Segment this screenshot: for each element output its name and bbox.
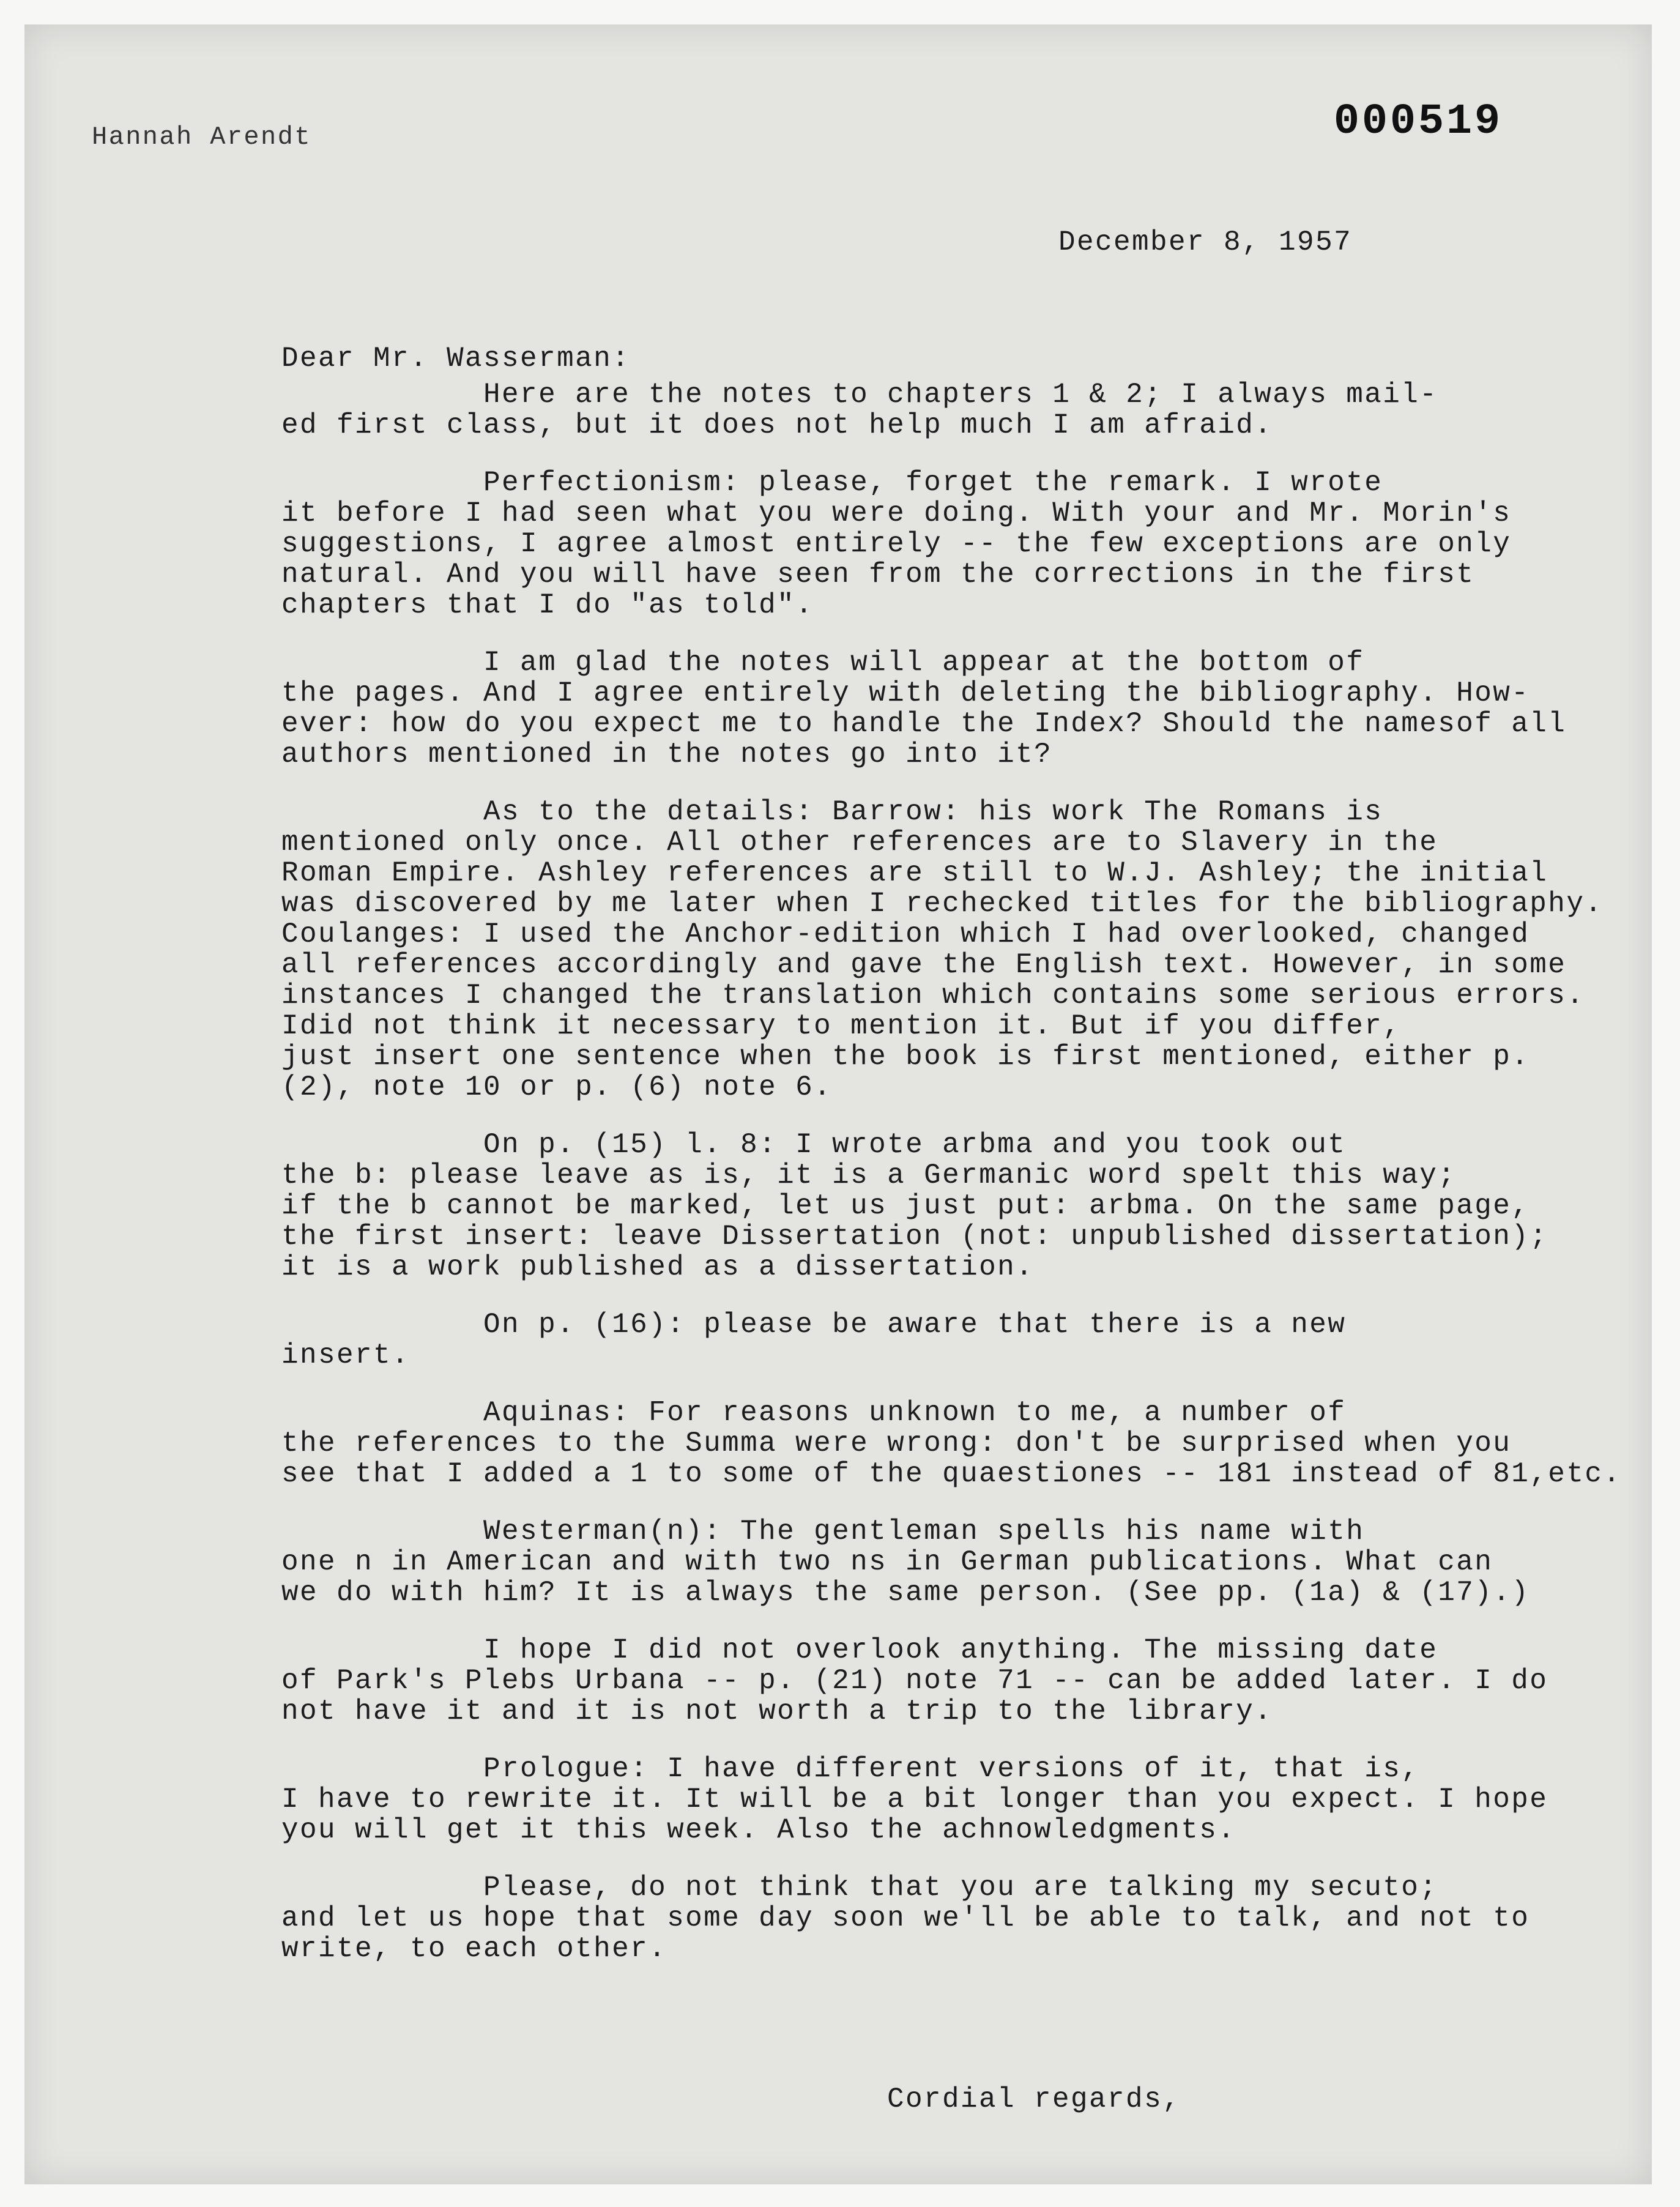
paragraph	[281, 1398, 1652, 1489]
text-line: we do with him? It is always the same person. (See pp. (1a) & (17).)	[281, 1577, 1530, 1609]
text-line: mentioned only once. All other references are to Slavery in the	[281, 827, 1438, 858]
text-line: it is a work published as a dissertation.	[281, 1251, 1035, 1283]
text-line: and let us hope that some day soon we'll be able to talk, and not to	[281, 1902, 1530, 1934]
text-line: insert.	[281, 1339, 411, 1371]
paragraph	[281, 1309, 1652, 1371]
text-line: Prologue: I have different versions of it, that is,	[281, 1753, 1420, 1785]
text-line: you will get it this week. Also the achnowledgments.	[281, 1814, 1236, 1846]
text-line: the pages. And I agree entirely with deleting the bibliography. How-	[281, 677, 1530, 709]
text-line: Idid not think it necessary to mention it. But if you differ,	[281, 1010, 1402, 1042]
paragraph	[281, 1635, 1652, 1727]
closing: Cordial regards,	[887, 2083, 1181, 2115]
text-line: Westerman(n): The gentleman spells his name with	[281, 1516, 1365, 1547]
text-line: all references accordingly and gave the English text. However, in some	[281, 949, 1567, 981]
letter-date: December 8, 1957	[1058, 226, 1353, 258]
text-line: Coulanges: I used the Anchor-edition which I had overlooked, changed	[281, 918, 1530, 950]
text-line: Here are the notes to chapters 1 & 2; I always mail-	[281, 379, 1438, 411]
text-line: the first insert: leave Dissertation (not: unpublished dissertation);	[281, 1221, 1548, 1252]
text-line: the b: please leave as is, it is a Germanic word spelt this way;	[281, 1159, 1457, 1191]
text-line: it before I had seen what you were doing. With your and Mr. Morin's	[281, 497, 1512, 529]
text-line: ed first class, but it does not help much I am afraid.	[281, 409, 1273, 441]
text-line: natural. And you will have seen from the corrections in the first	[281, 559, 1475, 590]
text-line: the references to the Summa were wrong: don't be surprised when you	[281, 1427, 1512, 1459]
author-name: Hannah Arendt	[92, 122, 311, 152]
text-line: I am glad the notes will appear at the bottom of	[281, 647, 1365, 679]
text-line: see that I added a 1 to some of the quaestiones -- 181 instead of 81,etc.	[281, 1458, 1622, 1490]
text-line: chapters that I do "as told".	[281, 589, 814, 621]
text-line: of Park's Plebs Urbana -- p. (21) note 71 -- can be added later. I do	[281, 1665, 1548, 1697]
paragraph	[281, 1872, 1652, 1964]
text-line: just insert one sentence when the book is first mentioned, either p.	[281, 1041, 1530, 1073]
document-number: 000519	[1334, 98, 1503, 146]
salutation: Dear Mr. Wasserman:	[281, 343, 631, 374]
text-line: ever: how do you expect me to handle the Index? Should the namesof all	[281, 708, 1567, 740]
text-line: if the b cannot be marked, let us just put: arbma. On the same page,	[281, 1190, 1530, 1222]
text-line: I have to rewrite it. It will be a bit longer than you expect. I hope	[281, 1784, 1548, 1815]
paragraph	[281, 1516, 1652, 1608]
text-line: authors mentioned in the notes go into it?	[281, 739, 1053, 770]
text-line: not have it and it is not worth a trip to the library.	[281, 1695, 1273, 1727]
text-line: write, to each other.	[281, 1933, 667, 1965]
text-line: On p. (16): please be aware that there is a new	[281, 1309, 1347, 1341]
paragraph	[281, 647, 1652, 770]
paragraph	[281, 797, 1652, 1103]
text-line: instances I changed the translation which contains some serious errors.	[281, 980, 1585, 1011]
letter-body	[281, 379, 1652, 1991]
text-line: suggestions, I agree almost entirely -- the few exceptions are only	[281, 528, 1512, 560]
text-line: As to the details: Barrow: his work The Romans is	[281, 796, 1383, 828]
text-line: On p. (15) l. 8: I wrote arbma and you took out	[281, 1129, 1347, 1161]
paragraph	[281, 467, 1652, 620]
text-line: (2), note 10 or p. (6) note 6.	[281, 1071, 833, 1103]
text-line: Please, do not think that you are talking my secuto;	[281, 1872, 1438, 1904]
text-line: was discovered by me later when I rechecked titles for the bibliography.	[281, 888, 1604, 920]
text-line: Aquinas: For reasons unknown to me, a number of	[281, 1397, 1347, 1429]
text-line: I hope I did not overlook anything. The missing date	[281, 1634, 1438, 1666]
text-line: one n in American and with two ns in German publications. What can	[281, 1546, 1493, 1578]
letter-page	[24, 24, 1652, 2184]
paragraph	[281, 379, 1652, 441]
text-line: Perfectionism: please, forget the remark. I wrote	[281, 467, 1383, 499]
text-line: Roman Empire. Ashley references are still to W.J. Ashley; the initial	[281, 857, 1548, 889]
paragraph	[281, 1754, 1652, 1845]
paragraph	[281, 1130, 1652, 1282]
